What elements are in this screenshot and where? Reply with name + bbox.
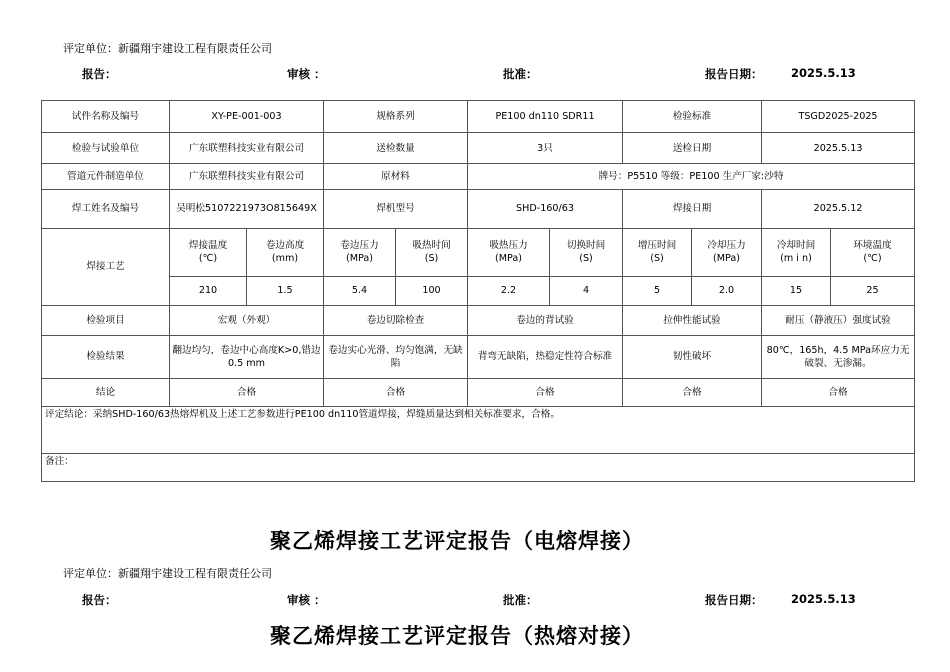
result-text: 背弯无缺陷，热稳定性符合标准 bbox=[477, 351, 613, 363]
param-unit: (S) bbox=[424, 253, 439, 265]
param-unit: (S) bbox=[650, 253, 664, 265]
approve-label: 批准： bbox=[503, 67, 538, 81]
approve-label: 批准： bbox=[503, 593, 538, 607]
param-name: 吸热时间 bbox=[412, 240, 451, 252]
inspection-item: 卷边的背试验 bbox=[468, 305, 623, 335]
material-label: 原材料 bbox=[324, 163, 468, 189]
report-title-hot-fusion: 聚乙烯焊接工艺评定报告（热熔对接） bbox=[270, 623, 644, 648]
param-value: 5.4 bbox=[324, 277, 396, 305]
quantity-label: 送检数量 bbox=[324, 133, 468, 163]
review-label: 审核 ： bbox=[287, 67, 326, 81]
quantity-value: 3只 bbox=[468, 133, 623, 163]
inspection-result bbox=[324, 336, 468, 379]
table-row bbox=[42, 305, 915, 335]
result-text: 韧性破坏 bbox=[672, 351, 712, 363]
machine-value: SHD-160/63 bbox=[468, 190, 623, 229]
param-name: 卷边高度 bbox=[265, 240, 305, 252]
param-unit: (℃) bbox=[198, 253, 218, 265]
table-row bbox=[42, 378, 915, 406]
table-row bbox=[42, 133, 915, 163]
spec-label: 规格系列 bbox=[324, 101, 468, 133]
report-label: 报告： bbox=[82, 593, 117, 607]
weld-date-value: 2025.5.12 bbox=[762, 190, 915, 229]
param-header bbox=[692, 228, 762, 277]
param-header bbox=[247, 228, 324, 277]
param-name: 吸热压力 bbox=[489, 240, 528, 252]
report-date-label: 报告日期： bbox=[705, 593, 763, 607]
specimen-label: 试件名称及编号 bbox=[42, 101, 170, 133]
inspection-item: 卷边切除检查 bbox=[324, 305, 468, 335]
table-row bbox=[42, 101, 915, 133]
param-name: 环境温度 bbox=[853, 240, 892, 252]
table-row bbox=[42, 336, 915, 379]
param-unit: (MPa) bbox=[495, 253, 522, 265]
param-header bbox=[468, 228, 550, 277]
param-header bbox=[762, 228, 831, 277]
param-value: 210 bbox=[170, 277, 247, 305]
evaluation-conclusion: 评定结论：采纳SHD-160/63热熔焊机及上述工艺参数进行PE100 dn110管道焊接，焊缝质量达到相关标准要求，合格。 bbox=[42, 406, 915, 453]
manufacturer-value: 广东联塑科技实业有限公司 bbox=[170, 163, 324, 189]
param-header bbox=[396, 228, 468, 277]
test-unit-label: 检验与试验单位 bbox=[42, 133, 170, 163]
standard-label: 检验标准 bbox=[623, 101, 762, 133]
conclusion-value: 合格 bbox=[468, 378, 623, 406]
inspection-result bbox=[468, 336, 623, 379]
submit-date-label: 送检日期 bbox=[623, 133, 762, 163]
review-label: 审核 ： bbox=[287, 593, 326, 607]
param-value: 5 bbox=[623, 277, 692, 305]
param-value: 2.0 bbox=[692, 277, 762, 305]
param-unit: (MPa) bbox=[346, 253, 373, 265]
table-row bbox=[42, 453, 915, 481]
result-text: 卷边实心光滑、均匀饱满，无缺陷 bbox=[328, 344, 463, 369]
spec-value: PE100 dn110 SDR11 bbox=[468, 101, 623, 133]
process-label: 焊接工艺 bbox=[42, 228, 170, 305]
inspection-item: 拉伸性能试验 bbox=[623, 305, 762, 335]
param-name: 切换时间 bbox=[566, 240, 606, 252]
report-title-electrofusion: 聚乙烯焊接工艺评定报告（电熔焊接） bbox=[270, 528, 644, 553]
material-value: 牌号：P5510 等级：PE100 生产厂家:沙特 bbox=[468, 163, 915, 189]
test-unit-value: 广东联塑科技实业有限公司 bbox=[170, 133, 324, 163]
report-date-label: 报告日期： bbox=[705, 67, 763, 81]
param-unit: (mm) bbox=[271, 253, 299, 265]
param-name: 增压时间 bbox=[637, 240, 677, 252]
report-table bbox=[41, 100, 915, 482]
param-unit: (m i n) bbox=[780, 253, 812, 265]
param-header bbox=[623, 228, 692, 277]
table-row bbox=[42, 406, 915, 453]
evaluation-unit: 评定单位：新疆翔宇建设工程有限责任公司 bbox=[63, 42, 272, 55]
remark: 备注： bbox=[42, 453, 915, 481]
report-date-value: 2025.5.13 bbox=[791, 592, 856, 606]
inspection-result bbox=[623, 336, 762, 379]
param-value: 15 bbox=[762, 277, 831, 305]
specimen-value: XY-PE-001-003 bbox=[170, 101, 324, 133]
conclusion-value: 合格 bbox=[324, 378, 468, 406]
conclusion-label: 结论 bbox=[42, 378, 170, 406]
table-row bbox=[42, 277, 915, 305]
param-unit: (MPa) bbox=[713, 253, 740, 265]
report-date-value: 2025.5.13 bbox=[791, 66, 856, 80]
conclusion-value: 合格 bbox=[170, 378, 324, 406]
param-value: 4 bbox=[550, 277, 623, 305]
submit-date-value: 2025.5.13 bbox=[762, 133, 915, 163]
report-label: 报告： bbox=[82, 67, 117, 81]
result-text: 80℃，165h，4.5 MPa环应力无破裂、无渗漏。 bbox=[766, 344, 910, 369]
machine-label: 焊机型号 bbox=[324, 190, 468, 229]
inspection-results-label: 检验结果 bbox=[42, 336, 170, 379]
welder-value: 吴明松5107221973O815649X bbox=[170, 190, 324, 229]
evaluation-unit: 评定单位：新疆翔宇建设工程有限责任公司 bbox=[63, 567, 272, 580]
param-value: 2.2 bbox=[468, 277, 550, 305]
param-value: 100 bbox=[396, 277, 468, 305]
param-unit: (℃) bbox=[863, 253, 882, 265]
inspection-items-label: 检验项目 bbox=[42, 305, 170, 335]
manufacturer-label: 管道元件制造单位 bbox=[42, 163, 170, 189]
inspection-item: 耐压（静液压）强度试验 bbox=[762, 305, 915, 335]
table-row bbox=[42, 190, 915, 229]
param-header bbox=[831, 228, 915, 277]
weld-date-label: 焊接日期 bbox=[623, 190, 762, 229]
param-header bbox=[324, 228, 396, 277]
param-value: 1.5 bbox=[247, 277, 324, 305]
param-name: 冷却时间 bbox=[776, 240, 816, 252]
welder-label: 焊工姓名及编号 bbox=[42, 190, 170, 229]
conclusion-value: 合格 bbox=[623, 378, 762, 406]
param-name: 焊接温度 bbox=[188, 240, 228, 252]
result-text: 翻边均匀，卷边中心高度K>0,错边0.5 mm bbox=[172, 344, 321, 369]
table-row bbox=[42, 163, 915, 189]
param-value: 25 bbox=[831, 277, 915, 305]
inspection-item: 宏观（外观） bbox=[170, 305, 324, 335]
param-name: 卷边压力 bbox=[340, 240, 379, 252]
param-name: 冷却压力 bbox=[707, 240, 746, 252]
conclusion-value: 合格 bbox=[762, 378, 915, 406]
inspection-result bbox=[762, 336, 915, 379]
standard-value: TSGD2025-2025 bbox=[762, 101, 915, 133]
table-row bbox=[42, 228, 915, 277]
param-header bbox=[170, 228, 247, 277]
param-header bbox=[550, 228, 623, 277]
inspection-result bbox=[170, 336, 324, 379]
param-unit: (S) bbox=[579, 253, 593, 265]
